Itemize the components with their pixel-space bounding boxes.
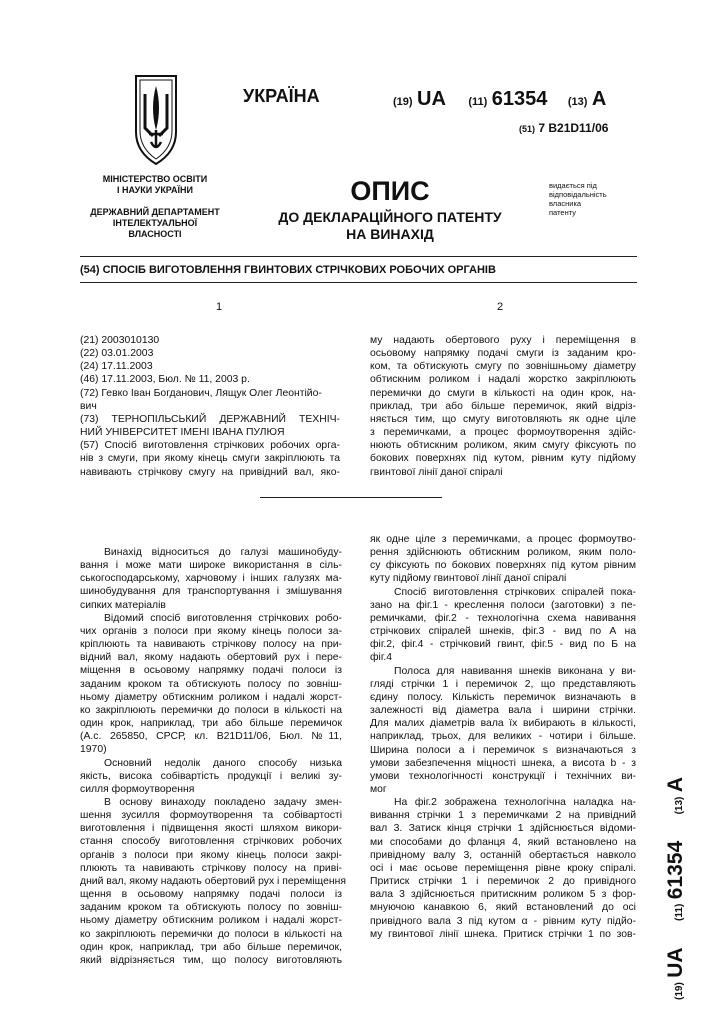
paragraph-line: плюють та навивають стрічкову полосу на приві- <box>80 862 342 874</box>
biblio-line: нів з смуги, при якому кінець смуги закріплюють та <box>80 453 340 465</box>
paragraph-line: Притиск стрічки 1 і перемичок 2 до привідного <box>370 876 636 888</box>
paragraph-line: мог <box>370 783 387 795</box>
paragraph-line: щення в осьовому напрямку подачі полоси із <box>80 889 342 901</box>
paragraph-line: мнуючою канавкою 6, який встановлений до осі <box>370 902 636 914</box>
paragraph-line: міщення в осьовому напрямку подачі полоси із <box>80 665 342 677</box>
subtitle-line: НА ВИНАХІД <box>346 226 434 242</box>
paragraph-line: ко закріплюють перемички до полоси в кількості на <box>80 704 342 716</box>
claim-line: нюють обтискним роликом, яким смугу фіксують по <box>370 440 636 452</box>
column-number-1: 1 <box>216 301 223 313</box>
paragraph-line: силля формоутворення <box>80 783 195 795</box>
paragraph-line: осі і має осьове переміщення рівне кроку спіралі. <box>370 862 636 874</box>
paragraph-line: заданим кроком та обтискують полосу по зовніш- <box>80 678 342 690</box>
paragraph-line: Основний недолік даного способу низька <box>104 757 342 769</box>
bibliographic-data <box>80 334 340 479</box>
paragraph-line: му гвинтової лінії шнека. Притиск стрічки 1 по зов- <box>370 928 636 940</box>
side-code-19: (19) <box>674 982 685 1000</box>
department-block <box>80 207 230 240</box>
paragraph-line: (А.с. 265850, СРСР, кл. B21D11/06, Бюл. №11, <box>80 731 342 743</box>
paragraph-line: єдину полосу. Кількість перемичок визначають в <box>370 691 636 703</box>
claim-line: му надають обертового руху і переміщення в <box>370 335 636 346</box>
paragraph-line: вала 3 здійснюється притискним роликом 5 з фор- <box>370 889 636 901</box>
claim-continuation <box>370 334 636 479</box>
department-line: ДЕРЖАВНИЙ ДЕПАРТАМЕНТ <box>90 207 220 217</box>
paragraph-line: як одне ціле з перемичками, а процес формоутво- <box>370 534 636 545</box>
paragraph-line: ко закріплюють перемички до полоси в кількості на <box>80 928 342 940</box>
biblio-line: НИЙ УНІВЕРСИТЕТ ІМЕНІ ІВАНА ПУЛЮЯ <box>80 427 285 439</box>
claim-line: гвинтової лінії даної спіралі <box>370 466 503 478</box>
divider <box>80 282 637 283</box>
country-code: UA <box>417 88 446 110</box>
paragraph-line: один крок, наприклад, три або більше перемичок, <box>80 941 342 953</box>
claim-line: обтискним роликом і надалі жорстко закріплюють <box>370 374 636 386</box>
claim-line: з перемичками, а процес формоутворення здійс- <box>370 427 636 439</box>
kind-code: A <box>591 88 607 110</box>
note-line: патенту <box>549 208 577 217</box>
paragraph-line: сипких матеріалів <box>80 599 166 611</box>
paragraph-line: Відомий спосіб виготовлення стрічкових робо- <box>104 612 342 624</box>
note-line: видається під <box>549 181 597 190</box>
claim-line: няється тим, що смугу виготовляють як одне ціле <box>370 413 636 425</box>
separator-rule <box>260 497 442 498</box>
claim-line: ком, та обтискують смугу по зовнішньому діаметру <box>370 361 636 373</box>
paragraph-line: На фіг.2 зображена технологічна наладка на- <box>394 797 636 809</box>
ministry-line: МІНІСТЕРСТВО ОСВІТИ <box>102 174 208 184</box>
paragraph-line: ньому діаметру обтискним роликом і надалі жорст- <box>80 915 342 927</box>
paragraph-line: який відрізняється тим, що полосу виготовляють <box>80 954 342 966</box>
paragraph-line: умови забезпечення міцності шнека, а висота b - з <box>370 757 636 769</box>
paragraph-line: зано на фіг.1 - креслення полоси (заготовки) з пе- <box>370 599 636 611</box>
paragraph-line: шинобудування для транспортування і змішування <box>80 586 342 598</box>
claim-line: приклад, три або більше перемичок, який відріз- <box>370 400 636 412</box>
ipc-class: 7 B21D11/06 <box>538 121 609 135</box>
description-right-column <box>370 533 636 941</box>
side-kind: A <box>664 776 687 793</box>
paragraph-line: виготовлення і підвищення якості шляхом викори- <box>80 823 342 835</box>
paragraph-line: фіг.2, фіг.4 - стрічковий гвинт, фіг.5 - вид по Б на <box>370 639 636 651</box>
side-country: UA <box>664 947 687 978</box>
paragraph-line: дний вал, якому надають обертовий рух і переміщення <box>80 875 346 887</box>
paragraph-line: відний вал, якому надають обертовий рух і пере- <box>80 652 342 664</box>
paragraph-line: вал 3. Затиск кінця стрічки 1 здійснюється відоми- <box>370 823 636 835</box>
biblio-line: (72) Гевко Іван Богданович, Лящук Олег Леонтійо- <box>80 387 322 399</box>
paragraph-line: наприклад, трьох, для великих - чотири і більше. <box>370 731 636 743</box>
side-number: 61354 <box>664 840 687 900</box>
paragraph-line: ми способами до фланця 4, який встановлено на <box>370 836 636 848</box>
paragraph-line: су фіксують по бокових поверхнях під кутом рівним <box>370 560 636 572</box>
side-code-13: (13) <box>674 796 685 815</box>
paragraph-line: залежності від діаметра вала і ширини стрічки. <box>370 705 636 717</box>
department-line: ІНТЕЛЕКТУАЛЬНОЇ <box>112 218 198 228</box>
paragraph-line: вання і може мати широке використання в сіль- <box>80 560 342 572</box>
column-number-2: 2 <box>497 301 504 313</box>
biblio-line: навивають стрічкову смугу на привідний вал, яко- <box>80 466 340 478</box>
document-subtitle <box>240 209 540 243</box>
biblio-line: (73) ТЕРНОПІЛЬСЬКИЙ ДЕРЖАВНИЙ ТЕХНІЧ- <box>80 413 340 425</box>
paragraph-line: куту підйому гвинтової лінії даної спіралі <box>370 573 567 585</box>
document-title: ОПИС <box>350 176 430 206</box>
paragraph-line: привідного вала 3 під кутом α - рівним куту підйо- <box>370 915 636 927</box>
side-patent-code <box>664 777 688 1000</box>
country-title: УКРАЇНА <box>243 86 320 106</box>
claim-line: осьовому напрямку подачі смуги із заданим кро- <box>370 348 636 360</box>
paragraph-line: Винахід відноситься до галузі машинобуду- <box>104 547 342 558</box>
code-19: (19) <box>393 96 413 108</box>
trident-emblem-icon <box>133 72 179 168</box>
divider <box>80 256 637 257</box>
issue-note <box>549 181 607 217</box>
code-13: (13) <box>567 96 588 108</box>
paragraph-line: 1970) <box>80 744 107 756</box>
paragraph-line: ремичками, фіг.2 - технологічна схема навивання <box>370 612 636 624</box>
paragraph-line: стрічкових спіралей шнеків, фіг.3 - вид по А на <box>370 626 636 638</box>
paragraph-line: Для малих діаметрів вала їх вибирають в кількості, <box>370 718 636 730</box>
note-line: відповідальність <box>549 190 607 199</box>
claim-line: перемички до смуги в кількості на один крок, на- <box>370 387 636 399</box>
invention-title: (54) СПОСІБ ВИГОТОВЛЕННЯ ГВИНТОВИХ СТРІЧКОВИХ РОБОЧИХ ОРГАНІВ <box>80 264 496 276</box>
paragraph-line: кріплюють та навивають стрічкову полосу на при- <box>80 639 342 651</box>
description-left-column <box>80 546 346 967</box>
paragraph-line: якість, висока собівартість продукції і великі зу- <box>80 770 342 782</box>
paragraph-line: Ширина полоси а і перемичок s визначаються з <box>370 744 636 756</box>
note-line: власника <box>549 199 582 208</box>
claim-line: бокових поверхнях під кутом, рівним куту підйому <box>370 453 636 465</box>
ipc-line <box>519 121 608 135</box>
ipc-code-label: (51) <box>519 124 536 134</box>
biblio-line: (24) 17.11.2003 <box>80 361 153 373</box>
ministry-line: І НАУКИ УКРАЇНИ <box>117 185 193 195</box>
biblio-line: (22) 03.01.2003 <box>80 348 154 360</box>
paragraph-line: фіг.4 <box>370 652 393 664</box>
subtitle-line: ДО ДЕКЛАРАЦІЙНОГО ПАТЕНТУ <box>278 209 502 225</box>
biblio-line: (21) 2003010130 <box>80 335 160 346</box>
ministry-block <box>80 174 230 196</box>
department-line: ВЛАСНОСТІ <box>128 229 182 239</box>
paragraph-line: вивання стрічки 1 з перемичками 2 на привідний <box>370 810 636 822</box>
side-code-11: (11) <box>674 903 685 921</box>
paragraph-line: привідному валу 3, останній обертається навколо <box>370 849 636 861</box>
patent-number: 61354 <box>491 88 548 110</box>
biblio-line: (57) Спосіб виготовлення стрічкових робочих орга- <box>80 440 340 452</box>
paragraph-line: заданим кроком та обтискують полосу по зовніш- <box>80 902 342 914</box>
paragraph-line: органів з полоси при якому кінець полоси закрі- <box>80 849 342 861</box>
paragraph-line: умови технологічності конструкції і технічних ви- <box>370 770 636 782</box>
paragraph-line: чих органів з полоси при якому кінець полоси за- <box>80 625 342 637</box>
paragraph-line: гляді стрічки 1 і перемичок 2, що представляють <box>370 678 636 690</box>
paragraph-line: ськогосподарському, харчовому і інших галузях ма- <box>80 573 342 585</box>
paragraph-line: один крок, наприклад, три або більше перемичок <box>80 718 342 730</box>
code-11: (11) <box>468 96 488 108</box>
paragraph-line: Полоса для навивання шнеків виконана у ви- <box>394 665 636 677</box>
paragraph-line: В основу винаходу покладено задачу змен- <box>104 796 342 808</box>
paragraph-line: Спосіб виготовлення стрічкових спіралей пока- <box>394 586 636 598</box>
paragraph-line: шення зусилля формоутворення та собівартості <box>80 810 342 822</box>
biblio-line: вич <box>80 400 97 412</box>
paragraph-line: стання способу виготовлення стрічкових робочих <box>80 836 342 848</box>
paragraph-line: ньому діаметру обтискним роликом і надалі жорст- <box>80 691 342 703</box>
patent-code-line <box>393 88 606 111</box>
paragraph-line: рення здійснюють обтискним роликом, яким поло- <box>370 547 636 559</box>
biblio-line: (46) 17.11.2003, Бюл. № 11, 2003 р. <box>80 374 250 386</box>
